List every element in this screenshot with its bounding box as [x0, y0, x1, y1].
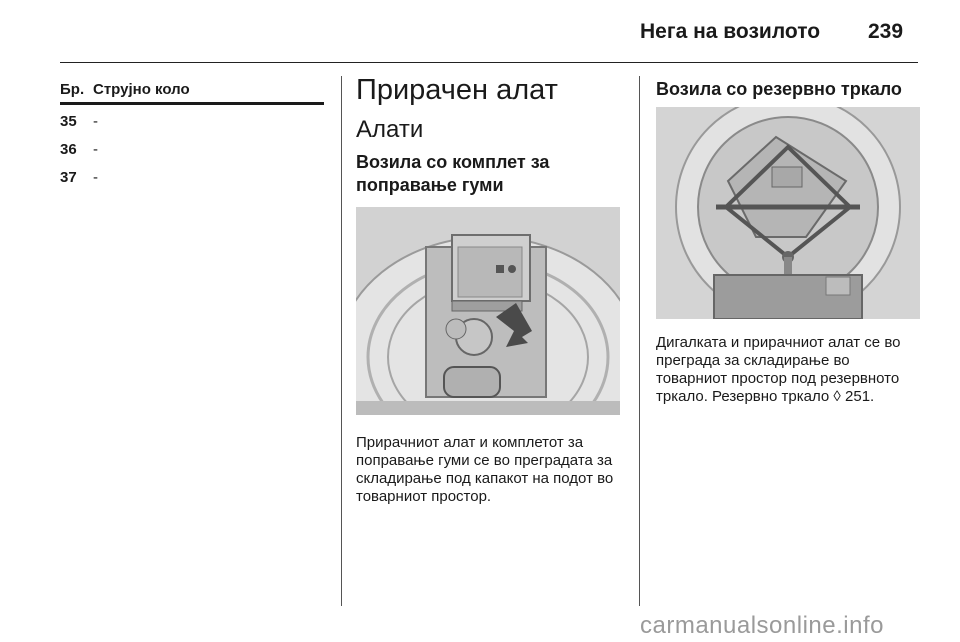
- column-divider: [341, 76, 342, 606]
- header-rule: [60, 62, 918, 63]
- section-title: Прирачен алат: [356, 74, 558, 106]
- watermark: carmanualsonline.info: [640, 612, 884, 639]
- fuse-number: 35: [60, 113, 77, 130]
- header-title: Нега на возилото: [640, 20, 821, 43]
- fuse-circuit: -: [93, 169, 98, 186]
- table-header-number: Бр.: [60, 81, 85, 98]
- fuse-circuit: -: [93, 141, 98, 158]
- fuse-number: 37: [60, 169, 77, 186]
- spare-wheel-caption: Дигалката и прирачниот алат се во преграда за складирање во товарниот простор под резервното тркало. Резервно тркало ◊ 251.: [656, 334, 901, 405]
- tire-repair-heading: Возила со комплет за поправање гуми: [356, 152, 550, 195]
- column-divider: [639, 76, 640, 606]
- section-subtitle: Алати: [356, 116, 424, 143]
- spare-wheel-jack-illustration: [656, 107, 920, 319]
- fuse-number: 36: [60, 141, 77, 158]
- table-rule: [60, 102, 324, 105]
- tire-repair-kit-illustration: [356, 207, 620, 415]
- page-number: 239: [868, 20, 904, 43]
- fuse-circuit: -: [93, 113, 98, 130]
- spare-wheel-heading: Возила со резервно тркало: [656, 79, 902, 99]
- tire-repair-caption: Прирачниот алат и комплетот за поправање гуми се во преградата за складирање под капакот на подот во товарниот простор.: [356, 434, 614, 505]
- table-header-circuit: Струјно коло: [93, 81, 190, 98]
